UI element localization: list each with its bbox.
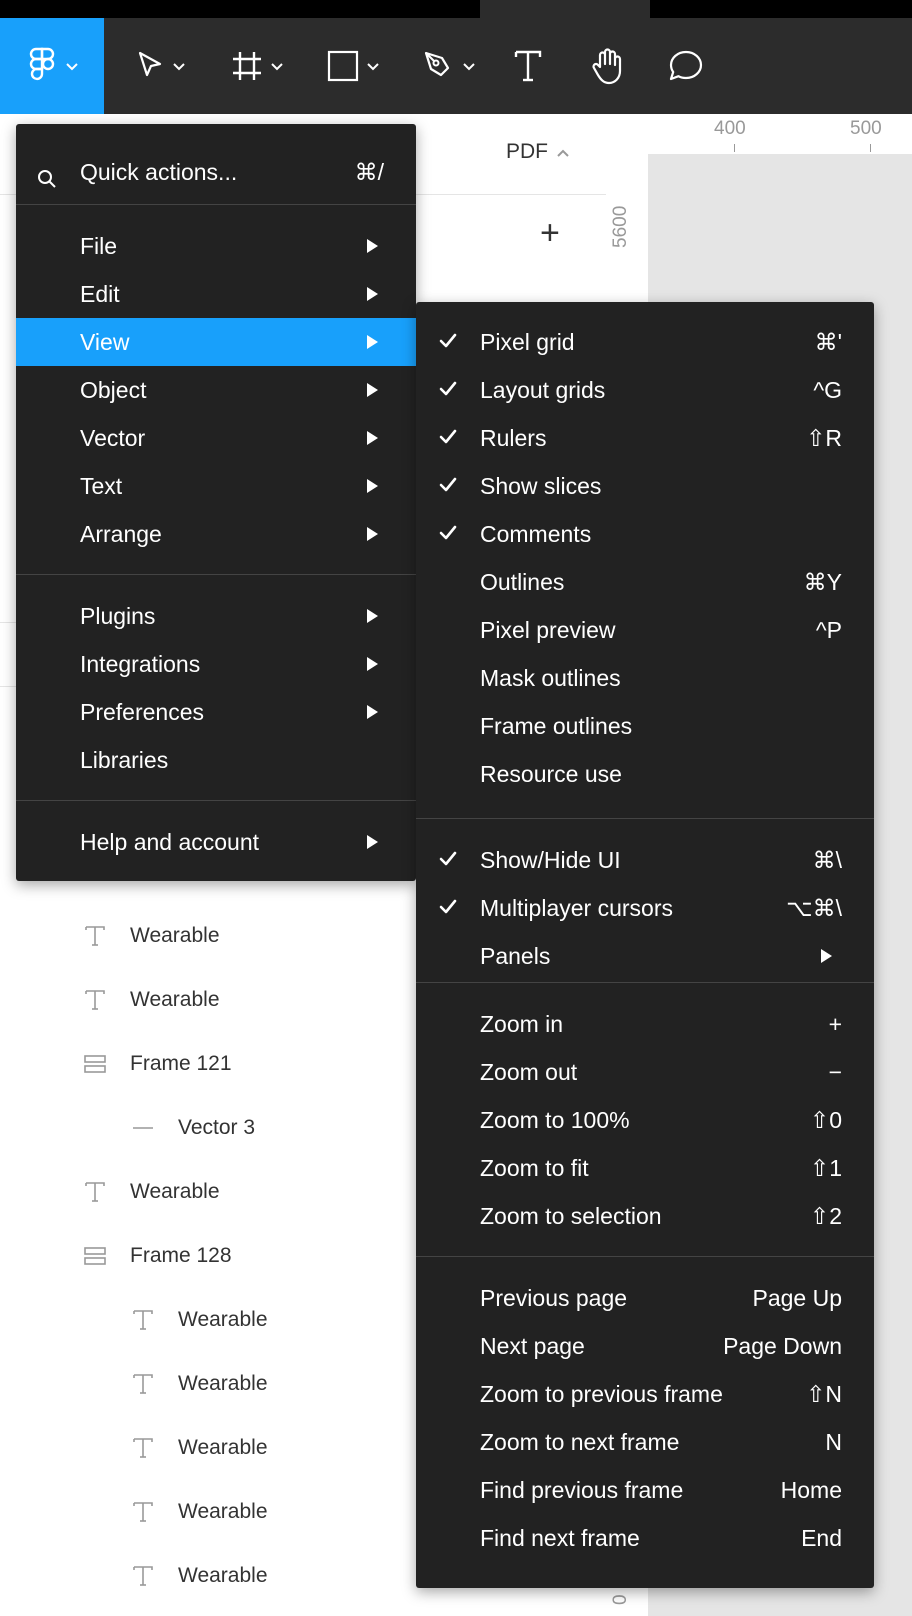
menu-item-libraries[interactable] [16,736,416,784]
hand-tool[interactable] [586,18,630,114]
submenu-arrow-icon [367,835,378,849]
layer-label: Wearable [178,1436,268,1459]
menu-divider [416,1256,874,1257]
layer-row[interactable] [130,1556,268,1596]
menu-item-label: Frame outlines [480,712,633,739]
menu-item-arrange[interactable] [16,510,416,558]
submenu-arrow-icon [367,383,378,397]
view-submenu [416,302,874,1588]
menu-item-zoom-to-previous-frame[interactable] [416,1370,874,1418]
menu-shortcut: ⌘/ [354,158,384,185]
chevron-down-icon [172,61,186,71]
menu-item-mask-outlines[interactable] [416,654,874,702]
menu-item-label: Show slices [480,472,602,499]
menu-item-label: Arrange [80,520,162,547]
chevron-up-icon [556,140,570,164]
menu-item-edit[interactable] [16,270,416,318]
menu-item-show-hide-ui[interactable] [416,836,874,884]
layer-label: Frame 121 [130,1052,232,1075]
menu-item-label: Pixel preview [480,616,616,643]
rectangle-icon [326,49,360,83]
menu-item-layout-grids[interactable] [416,366,874,414]
chevron-down-icon [366,61,380,71]
menu-item-label: Zoom to 100% [480,1106,630,1133]
menu-divider [16,204,416,205]
window-top-strip [0,0,912,18]
menu-item-label: Zoom to fit [480,1154,589,1181]
ruler-tick-label: 5600 [610,205,631,248]
menu-item-zoom-to-next-frame[interactable] [416,1418,874,1466]
layer-row[interactable] [82,1044,232,1084]
menu-item-label: Zoom out [480,1058,578,1085]
menu-item-label: Edit [80,280,120,307]
vector-line-icon [130,1115,156,1141]
layer-row[interactable] [82,1236,232,1276]
text-t-icon [513,48,543,84]
menu-item-label: Zoom to selection [480,1202,662,1229]
menu-item-frame-outlines[interactable] [416,702,874,750]
layer-row[interactable] [82,980,220,1020]
menu-item-outlines[interactable] [416,558,874,606]
menu-item-zoom-to-fit[interactable] [416,1144,874,1192]
text-layer-icon [82,923,108,949]
menu-item-label: Resource use [480,760,622,787]
submenu-arrow-icon [367,335,378,349]
menu-divider [16,800,416,801]
layer-row[interactable] [130,1364,268,1404]
menu-item-comments[interactable] [416,510,874,558]
menu-shortcut: Home [780,1476,842,1503]
auto-layout-frame-icon [82,1243,108,1269]
menu-shortcut: ⌥⌘\ [786,894,842,921]
menu-item-find-next-frame[interactable] [416,1514,874,1562]
text-layer-icon [130,1563,156,1589]
layer-label: Wearable [130,1180,220,1203]
move-tool[interactable] [126,18,196,114]
menu-item-label: Comments [480,520,592,547]
speech-bubble-icon [667,48,705,84]
menu-item-resource-use[interactable] [416,750,874,798]
menu-item-label: Object [80,376,147,403]
submenu-arrow-icon [367,287,378,301]
search-icon [36,168,58,196]
checkmark-icon [438,426,458,453]
menu-shortcut: + [828,1010,842,1037]
menu-shortcut: ⌘Y [803,568,842,595]
submenu-arrow-icon [821,949,832,963]
menu-divider [16,574,416,575]
menu-item-label: View [80,328,130,355]
menu-item-label: Multiplayer cursors [480,894,673,921]
comment-tool[interactable] [664,18,708,114]
menu-item-preferences[interactable] [16,688,416,736]
add-button[interactable]: + [540,214,560,252]
menu-item-label: Vector [80,424,146,451]
menu-item-view[interactable] [16,318,416,366]
layer-label: Frame 128 [130,1244,232,1267]
text-layer-icon [130,1307,156,1333]
menu-shortcut: ⇧R [806,424,842,451]
checkmark-icon [438,522,458,549]
menu-item-show-slices[interactable] [416,462,874,510]
menu-shortcut: ⌘' [814,328,842,355]
layer-row[interactable] [130,1492,268,1532]
text-layer-icon [130,1435,156,1461]
menu-item-integrations[interactable] [16,640,416,688]
menu-item-label: File [80,232,118,259]
pen-icon [422,49,456,83]
submenu-arrow-icon [367,705,378,719]
menu-item-plugins[interactable] [16,592,416,640]
checkmark-icon [438,848,458,875]
menu-shortcut: ⇧N [806,1380,842,1407]
layer-label: Wearable [178,1500,268,1523]
menu-item-label: Text [80,472,123,499]
submenu-arrow-icon [367,609,378,623]
layer-row[interactable] [130,1428,268,1468]
ruler-tick-label: 500 [850,118,882,139]
export-format-label: PDF [506,140,548,163]
menu-item-label: Help and account [80,828,260,855]
menu-item-label: Find next frame [480,1524,640,1551]
menu-item-zoom-out[interactable] [416,1048,874,1096]
chevron-down-icon [270,61,284,71]
menu-item-panels[interactable] [416,932,874,980]
ruler-tick [734,144,735,152]
menu-item-rulers[interactable] [416,414,874,462]
layer-label: Wearable [178,1372,268,1395]
hand-icon [590,47,626,85]
frame-tool[interactable] [222,18,292,114]
toolbar [0,18,912,114]
layer-label: Vector 3 [178,1116,256,1139]
menu-item-label: Integrations [80,650,201,677]
submenu-arrow-icon [367,431,378,445]
menu-shortcut: ⇧0 [809,1106,842,1133]
layer-label: Wearable [130,924,220,947]
menu-item-label: Next page [480,1332,585,1359]
menu-item-label: Previous page [480,1284,628,1311]
menu-item-zoom-to-100[interactable] [416,1096,874,1144]
menu-shortcut: N [825,1428,842,1455]
menu-item-label: Zoom in [480,1010,564,1037]
menu-shortcut: − [828,1058,842,1085]
menu-shortcut: ⇧1 [809,1154,842,1181]
menu-shortcut: ^G [813,376,842,403]
auto-layout-frame-icon [82,1051,108,1077]
menu-shortcut: ⌘\ [812,846,842,873]
text-layer-icon [82,987,108,1013]
pen-tool[interactable] [414,18,484,114]
main-menu-button[interactable] [0,18,104,114]
submenu-arrow-icon [367,479,378,493]
menu-item-label: Show/Hide UI [480,846,621,873]
menu-item-pixel-preview[interactable] [416,606,874,654]
menu-item-zoom-to-selection[interactable] [416,1192,874,1240]
checkmark-icon [438,896,458,923]
active-tab-highlight [480,0,650,18]
menu-item-label: Libraries [80,746,169,773]
menu-item-label: Plugins [80,602,156,629]
horizontal-ruler [648,114,912,155]
ruler-tick [870,144,871,152]
menu-item-file[interactable] [16,222,416,270]
text-layer-icon [130,1499,156,1525]
menu-shortcut: Page Up [752,1284,842,1311]
checkmark-icon [438,474,458,501]
submenu-arrow-icon [367,239,378,253]
main-menu [16,124,416,881]
figma-logo-icon [25,46,59,86]
menu-item-vector[interactable] [16,414,416,462]
menu-item-label: Zoom to next frame [480,1428,680,1455]
export-format-dropdown[interactable] [506,140,570,164]
menu-item-label: Mask outlines [480,664,621,691]
quick-actions-item[interactable] [16,140,416,204]
submenu-arrow-icon [367,527,378,541]
menu-shortcut: End [801,1524,842,1551]
menu-item-previous-page[interactable] [416,1274,874,1322]
menu-item-find-previous-frame[interactable] [416,1466,874,1514]
menu-item-pixel-grid[interactable] [416,318,874,366]
text-layer-icon [82,1179,108,1205]
layer-row[interactable] [82,1172,220,1212]
menu-item-next-page[interactable] [416,1322,874,1370]
menu-item-label: Layout grids [480,376,606,403]
submenu-arrow-icon [367,657,378,671]
menu-shortcut: ^P [815,616,842,643]
menu-item-label: Quick actions... [80,158,238,185]
text-tool[interactable] [508,18,548,114]
ruler-tick-label: 400 [714,118,746,139]
layer-label: Wearable [178,1308,268,1331]
menu-divider [416,818,874,819]
menu-item-label: Panels [480,942,551,969]
menu-divider [416,982,874,983]
menu-item-label: Find previous frame [480,1476,684,1503]
chevron-down-icon [65,61,79,71]
layer-row[interactable] [130,1300,268,1340]
chevron-down-icon [462,61,476,71]
menu-item-label: Preferences [80,698,205,725]
hash-frame-icon [230,49,264,83]
checkmark-icon [438,330,458,357]
layer-row[interactable] [130,1108,255,1148]
shape-tool[interactable] [318,18,388,114]
menu-item-label: Outlines [480,568,565,595]
cursor-arrow-icon [136,50,166,82]
ruler-tick-label: 0 [610,1594,631,1605]
layer-label: Wearable [130,988,220,1011]
layer-label: Wearable [178,1564,268,1587]
menu-shortcut: ⇧2 [809,1202,842,1229]
layer-row[interactable] [82,916,220,956]
menu-item-text[interactable] [16,462,416,510]
menu-item-zoom-in[interactable] [416,1000,874,1048]
text-layer-icon [130,1371,156,1397]
menu-item-label: Pixel grid [480,328,575,355]
checkmark-icon [438,378,458,405]
menu-item-label: Zoom to previous frame [480,1380,723,1407]
menu-item-label: Rulers [480,424,547,451]
menu-item-multiplayer-cursors[interactable] [416,884,874,932]
menu-item-object[interactable] [16,366,416,414]
menu-shortcut: Page Down [723,1332,842,1359]
menu-item-help-and-account[interactable] [16,818,416,866]
